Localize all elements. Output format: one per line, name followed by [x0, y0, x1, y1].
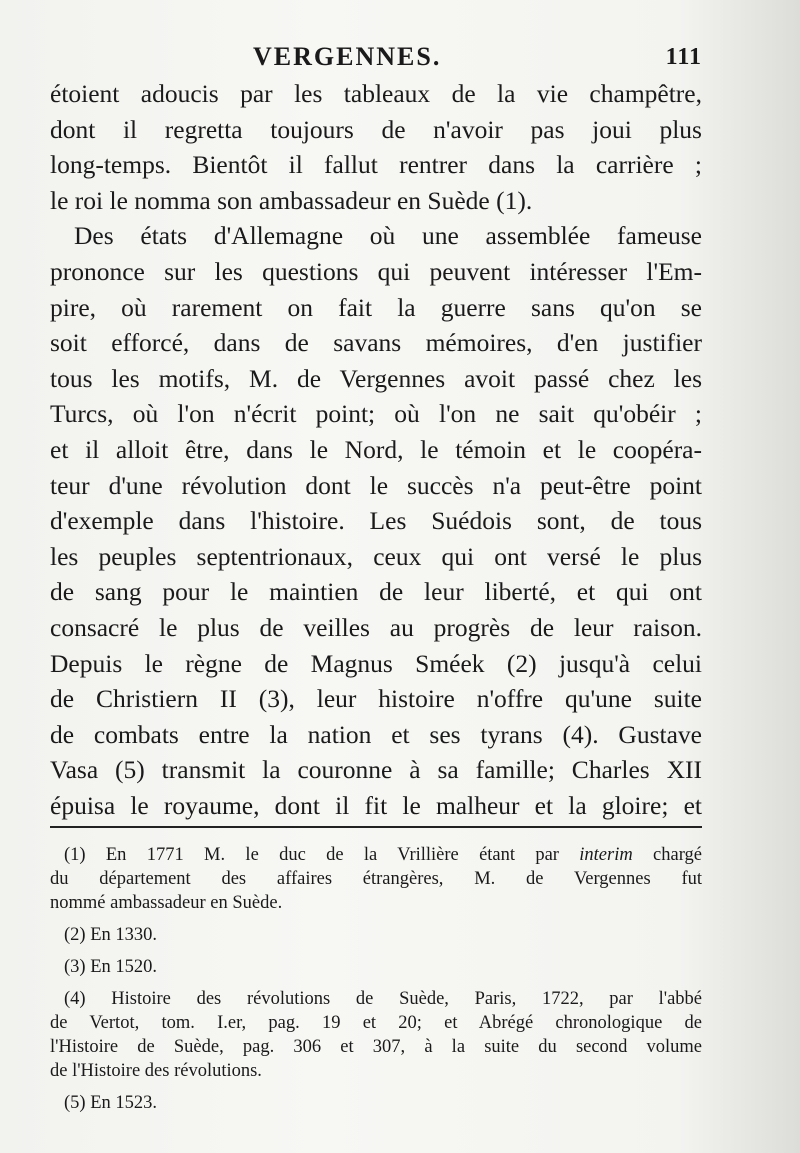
- text-line: le roi le nomma son ambassadeur en Suède (1).: [50, 185, 533, 215]
- footnote-4-line: (4) Histoire des révolutions de Suède, Paris, 1722, par l'abbé: [64, 989, 702, 1009]
- text-line: les peuples septentrionaux, ceux qui ont versé le plus: [50, 541, 702, 571]
- text-line: dont il regretta toujours de n'avoir pas joui plus: [50, 114, 702, 144]
- text-line: de combats entre la nation et ses tyrans (4). Gustave: [50, 719, 702, 749]
- footnote-1-line: nommé ambassadeur en Suède.: [50, 893, 283, 913]
- text-line: étoient adoucis par les tableaux de la vie champêtre,: [50, 79, 702, 108]
- text-line: épuisa le royaume, dont il fit le malheur et la gloire; et: [50, 790, 702, 820]
- text-line: Des états d'Allemagne où une assemblée fameuse: [74, 221, 702, 251]
- text-line: tous les motifs, M. de Vergennes avoit passé chez les: [50, 363, 702, 393]
- text-line: Depuis le règne de Magnus Sméek (2) jusqu'à celui: [50, 648, 702, 678]
- footnote-text: (1) En 1771 M. le duc de la Vrillière étant par: [64, 845, 580, 865]
- text-line: soit efforcé, dans de savans mémoires, d'en justifier: [50, 328, 702, 358]
- footnote-text: chargé: [632, 845, 702, 865]
- text-line: Vasa (5) transmit la couronne à sa famille; Charles XII: [50, 755, 702, 785]
- footnote-separator: [50, 826, 702, 828]
- text-line: et il alloit être, dans le Nord, le témoin et le coopéra-: [50, 434, 702, 464]
- footnote-4-line: de Vertot, tom. I.er, pag. 19 et 20; et Abrégé chronologique de: [50, 1013, 702, 1033]
- footnote-5: (5) En 1523.: [64, 1093, 157, 1113]
- footnote-1-line: [50, 843, 702, 867]
- text-line: de sang pour le maintien de leur liberté, et qui ont: [50, 577, 702, 607]
- footnote-2: (2) En 1330.: [64, 925, 157, 945]
- footnote-italic-text: interim: [579, 845, 633, 865]
- footnotes: [50, 843, 702, 1115]
- footnote-1-line: du département des affaires étrangères, M. de Vergennes fut: [50, 869, 702, 889]
- text-line: consacré le plus de veilles au progrès de leur raison.: [50, 612, 702, 642]
- main-text: [50, 76, 702, 823]
- running-title: VERGENNES.: [253, 42, 442, 71]
- text-line: d'exemple dans l'histoire. Les Suédois sont, de tous: [50, 506, 702, 536]
- text-line: pire, où rarement on fait la guerre sans qu'on se: [50, 292, 702, 322]
- footnote-3: (3) En 1520.: [64, 957, 157, 977]
- text-line: long-temps. Bientôt il fallut rentrer dans la carrière ;: [50, 150, 702, 180]
- text-line: teur d'une révolution dont le succès n'a peut-être point: [50, 470, 702, 500]
- text-line: de Christiern II (3), leur histoire n'offre qu'une suite: [50, 684, 702, 714]
- text-line: Turcs, où l'on n'écrit point; où l'on ne sait qu'obéir ;: [50, 399, 702, 429]
- footnote-4-line: de l'Histoire des révolutions.: [50, 1061, 262, 1081]
- page-number: 111: [665, 44, 702, 70]
- footnote-4-line: l'Histoire de Suède, pag. 306 et 307, à la suite du second volume: [50, 1037, 702, 1057]
- text-line: prononce sur les questions qui peuvent intéresser l'Em-: [50, 256, 702, 286]
